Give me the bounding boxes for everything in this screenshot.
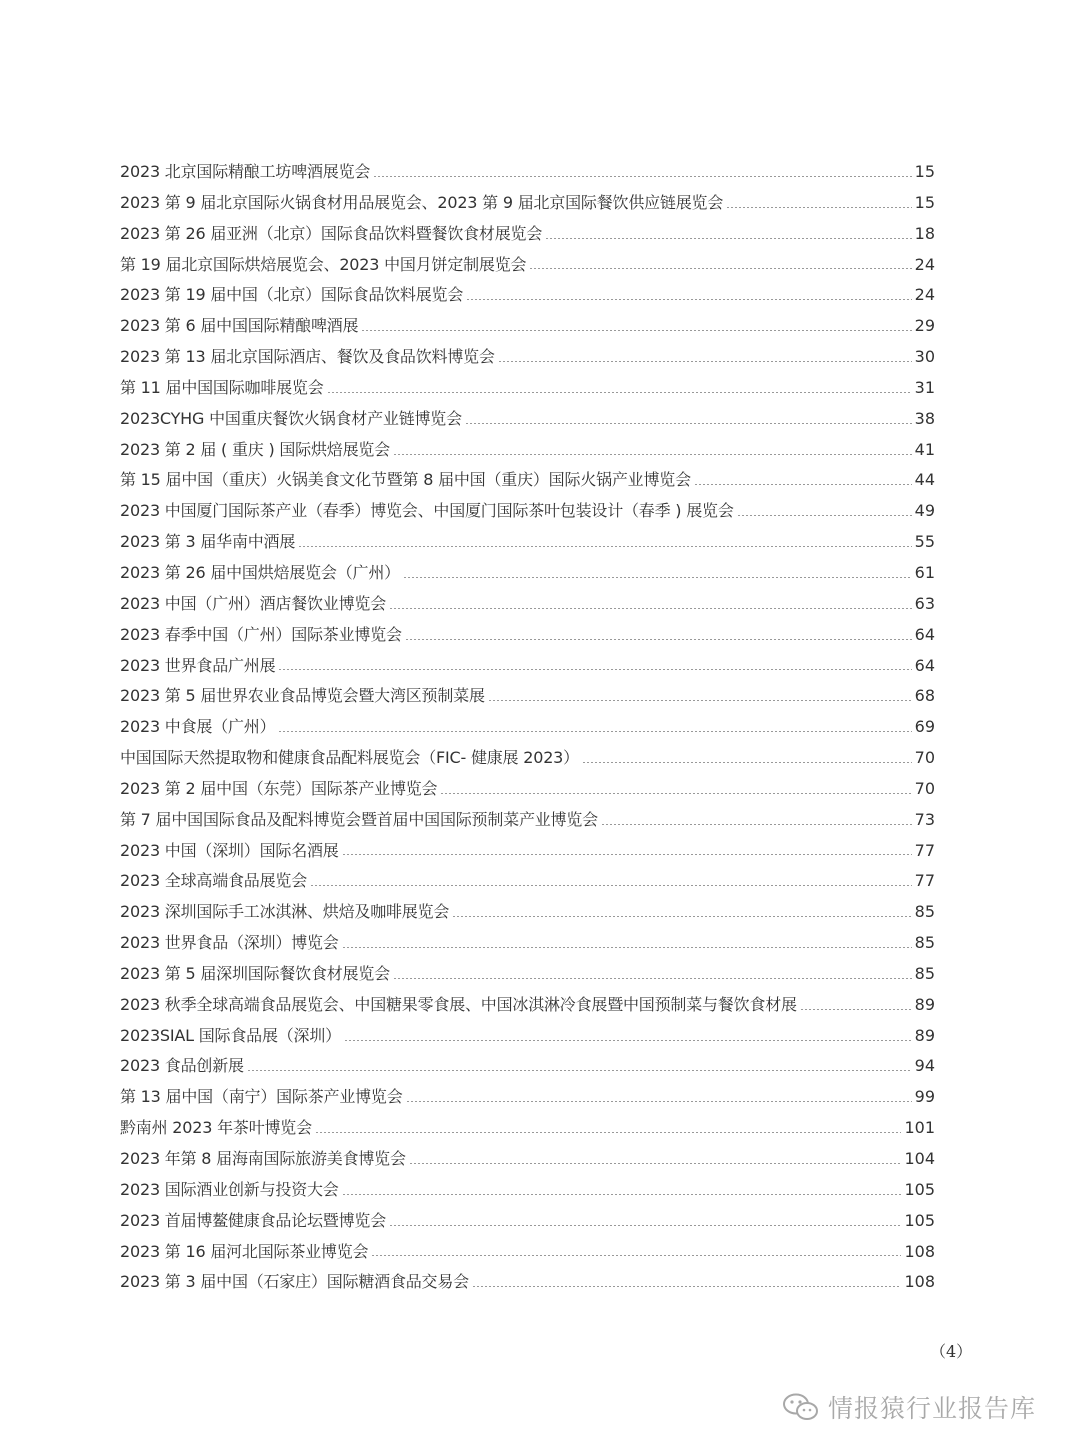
toc-entry[interactable] (120, 157, 935, 188)
watermark-text: 情报猿行业报告库 (828, 1394, 1037, 1423)
toc-entry-page: 30 (914, 347, 935, 367)
toc-entry[interactable] (120, 959, 935, 990)
toc-entry-page: 99 (914, 1087, 935, 1107)
toc-entry-title: 2023 年第 8 届海南国际旅游美食博览会 (120, 1149, 406, 1168)
toc-entry-title: 第 11 届中国国际咖啡展览会 (120, 377, 324, 397)
toc-entry-title: 2023 第 19 届中国（北京）国际食品饮料展览会 (120, 285, 464, 305)
toc-entry[interactable] (120, 1113, 935, 1144)
toc-entry[interactable] (120, 527, 935, 558)
toc-entry-page: 89 (914, 994, 935, 1014)
toc-entry[interactable] (120, 1267, 935, 1298)
toc-entry-title: 2023 第 13 届北京国际酒店、餐饮及食品饮料博览会 (120, 347, 495, 367)
toc-entry-title: 第 19 届北京国际烘焙展览会、2023 中国月饼定制展览会 (120, 254, 527, 274)
toc-dot-leader (582, 762, 912, 763)
toc-entry-title: 2023 食品创新展 (120, 1056, 244, 1076)
toc-dot-leader (393, 978, 912, 979)
toc-dot-leader (529, 268, 911, 269)
toc-entry-title: 2023 北京国际精酿工坊啤酒展览会 (120, 162, 371, 181)
page-number: （4） (930, 1342, 973, 1361)
wechat-icon (782, 1392, 820, 1422)
toc-entry[interactable] (120, 496, 935, 527)
toc-dot-leader (389, 1225, 901, 1226)
toc-entry-title: 黔南州 2023 年茶叶博览会 (120, 1118, 312, 1138)
toc-entry-page: 31 (914, 377, 935, 397)
toc-entry-page: 101 (904, 1118, 935, 1138)
toc-entry[interactable] (120, 866, 935, 897)
toc-dot-leader (694, 484, 912, 485)
toc-entry-title: 2023 世界食品广州展 (120, 655, 276, 675)
toc-dot-leader (452, 916, 911, 917)
toc-entry-title: 2023 中国（深圳）国际名酒展 (120, 840, 339, 860)
toc-entry[interactable] (120, 836, 935, 867)
toc-entry-title: 2023 第 26 届中国烘焙展览会（广州） (120, 562, 400, 582)
toc-entry[interactable] (120, 712, 935, 743)
toc-entry-page: 73 (914, 809, 935, 829)
toc-entry-title: 中国国际天然提取物和健康食品配料展览会（FIC- 健康展 2023） (120, 748, 579, 768)
toc-entry-page: 63 (914, 593, 935, 613)
toc-entry-title: 2023 第 2 届中国（东莞）国际茶产业博览会 (120, 778, 438, 798)
toc-dot-leader (800, 1009, 912, 1010)
toc-entry[interactable] (120, 311, 935, 342)
toc-entry-page: 94 (914, 1056, 935, 1076)
toc-entry-page: 108 (904, 1272, 935, 1292)
toc-entry[interactable] (120, 342, 935, 373)
toc-entry-title: 2023 国际酒业创新与投资大会 (120, 1179, 339, 1199)
toc-entry[interactable] (120, 620, 935, 651)
toc-entry-page: 104 (904, 1149, 935, 1168)
toc-entry-title: 2023 深圳国际手工冰淇淋、烘焙及咖啡展览会 (120, 902, 450, 922)
toc-dot-leader (373, 176, 911, 177)
toc-entry-page: 89 (914, 1025, 935, 1045)
toc-dot-leader (342, 1194, 902, 1195)
toc-entry-page: 24 (914, 254, 935, 274)
toc-entry-page: 68 (914, 686, 935, 706)
toc-dot-leader (298, 546, 911, 547)
toc-entry[interactable] (120, 373, 935, 404)
toc-dot-leader (315, 1132, 902, 1133)
toc-entry[interactable] (120, 589, 935, 620)
toc-entry-page: 105 (904, 1179, 935, 1199)
toc-entry-title: 2023 第 26 届亚洲（北京）国际食品饮料暨餐饮食材展览会 (120, 223, 543, 243)
toc-entry-page: 41 (914, 439, 935, 459)
toc-entry[interactable] (120, 990, 935, 1021)
toc-entry[interactable] (120, 404, 935, 435)
toc-entry-title: 2023 第 5 届世界农业食品博览会暨大湾区预制菜展 (120, 686, 485, 706)
toc-entry[interactable] (120, 651, 935, 682)
toc-dot-leader (327, 392, 912, 393)
toc-entry[interactable] (120, 774, 935, 805)
toc-entry-title: 第 7 届中国国际食品及配料博览会暨首届中国国际预制菜产业博览会 (120, 809, 598, 829)
toc-entry-title: 2023 中食展（广州） (120, 717, 276, 737)
toc-entry-title: 2023 第 5 届深圳国际餐饮食材展览会 (120, 963, 390, 983)
toc-entry-page: 105 (904, 1210, 935, 1230)
toc-entry-title: 2023 中国（广州）酒店餐饮业博览会 (120, 593, 387, 613)
toc-dot-leader (601, 824, 912, 825)
toc-entry[interactable] (120, 188, 935, 219)
toc-entry[interactable] (120, 1021, 935, 1052)
toc-dot-leader (247, 1070, 912, 1071)
toc-dot-leader (406, 1101, 912, 1102)
toc-entry[interactable] (120, 681, 935, 712)
toc-entry[interactable] (120, 805, 935, 836)
toc-entry-title: 第 13 届中国（南宁）国际茶产业博览会 (120, 1087, 403, 1107)
toc-entry-title: 2023 中国厦门国际茶产业（春季）博览会、中国厦门国际茶叶包装设计（春季 ) 展览会 (120, 501, 734, 521)
toc-entry[interactable] (120, 1237, 935, 1268)
toc-entry-title: 2023 第 16 届河北国际茶业博览会 (120, 1241, 369, 1261)
toc-entry[interactable] (120, 558, 935, 589)
toc-entry[interactable] (120, 435, 935, 466)
toc-entry-page: 77 (914, 871, 935, 891)
toc-entry-page: 29 (914, 316, 935, 336)
toc-dot-leader (393, 454, 912, 455)
toc-dot-leader (465, 423, 912, 424)
toc-entry-title: 2023 秋季全球高端食品展览会、中国糖果零食展、中国冰淇淋冷食展暨中国预制菜与餐饮食材展 (120, 994, 797, 1014)
toc-entry-page: 70 (914, 778, 935, 798)
toc-entry-page: 85 (914, 933, 935, 953)
toc-entry-page: 15 (914, 162, 935, 181)
toc-entry-title: 2023 第 9 届北京国际火锅食材用品展览会、2023 第 9 届北京国际餐饮供应链展览会 (120, 192, 724, 212)
toc-dot-leader (344, 1040, 912, 1041)
toc-entry[interactable] (120, 250, 935, 281)
toc-entry-title: 2023 第 6 届中国国际精酿啤酒展 (120, 316, 359, 336)
toc-entry[interactable] (120, 1175, 935, 1206)
toc-entry-title: 2023 世界食品（深圳）博览会 (120, 933, 339, 953)
toc-entry-page: 69 (914, 717, 935, 737)
toc-entry[interactable] (120, 280, 935, 311)
toc-dot-leader (737, 515, 912, 516)
toc-entry-page: 108 (904, 1241, 935, 1261)
table-of-contents (120, 157, 935, 1298)
toc-entry-page: 24 (914, 285, 935, 305)
toc-dot-leader (371, 1255, 901, 1256)
toc-dot-leader (361, 330, 911, 331)
toc-entry[interactable] (120, 1082, 935, 1113)
toc-entry-page: 55 (914, 532, 935, 552)
toc-entry-title: 2023 首届博鳌健康食品论坛暨博览会 (120, 1210, 387, 1230)
toc-dot-leader (342, 854, 912, 855)
toc-entry-title: 2023SIAL 国际食品展（深圳） (120, 1025, 341, 1045)
toc-dot-leader (545, 238, 912, 239)
toc-entry-page: 15 (914, 192, 935, 212)
toc-entry-title: 2023 第 2 届 ( 重庆 ) 国际烘焙展览会 (120, 439, 390, 459)
toc-entry-title: 2023CYHG 中国重庆餐饮火锅食材产业链博览会 (120, 408, 462, 428)
toc-dot-leader (409, 1163, 902, 1164)
toc-entry-page: 77 (914, 840, 935, 860)
toc-dot-leader (440, 793, 911, 794)
toc-entry-title: 2023 全球高端食品展览会 (120, 871, 308, 891)
toc-entry-title: 2023 春季中国（广州）国际茶业博览会 (120, 624, 402, 644)
toc-dot-leader (389, 608, 912, 609)
toc-entry[interactable] (120, 1206, 935, 1237)
toc-entry[interactable] (120, 1144, 935, 1175)
watermark (782, 1387, 1036, 1427)
toc-entry-title: 2023 第 3 届华南中酒展 (120, 532, 296, 552)
toc-dot-leader (278, 669, 911, 670)
toc-dot-leader (342, 947, 912, 948)
toc-dot-leader (726, 207, 912, 208)
toc-entry-page: 64 (914, 624, 935, 644)
toc-entry[interactable] (120, 1051, 935, 1082)
toc-entry[interactable] (120, 465, 935, 496)
toc-dot-leader (488, 700, 912, 701)
toc-entry[interactable] (120, 928, 935, 959)
toc-entry-title: 2023 第 3 届中国（石家庄）国际糖酒食品交易会 (120, 1272, 469, 1292)
toc-entry-title: 第 15 届中国（重庆）火锅美食文化节暨第 8 届中国（重庆）国际火锅产业博览会 (120, 470, 691, 490)
toc-entry-page: 70 (914, 748, 935, 768)
toc-dot-leader (498, 361, 912, 362)
toc-dot-leader (278, 731, 911, 732)
toc-dot-leader (403, 577, 912, 578)
toc-dot-leader (405, 639, 912, 640)
toc-dot-leader (472, 1286, 901, 1287)
toc-entry[interactable] (120, 219, 935, 250)
toc-entry-page: 64 (914, 655, 935, 675)
toc-entry-page: 18 (914, 223, 935, 243)
toc-entry-page: 85 (914, 902, 935, 922)
toc-entry-page: 44 (914, 470, 935, 490)
toc-entry-page: 49 (914, 501, 935, 521)
toc-entry-page: 61 (914, 562, 935, 582)
toc-entry[interactable] (120, 743, 935, 774)
toc-dot-leader (466, 299, 912, 300)
toc-entry[interactable] (120, 897, 935, 928)
toc-entry-page: 85 (914, 963, 935, 983)
toc-entry-page: 38 (914, 408, 935, 428)
toc-dot-leader (310, 885, 912, 886)
